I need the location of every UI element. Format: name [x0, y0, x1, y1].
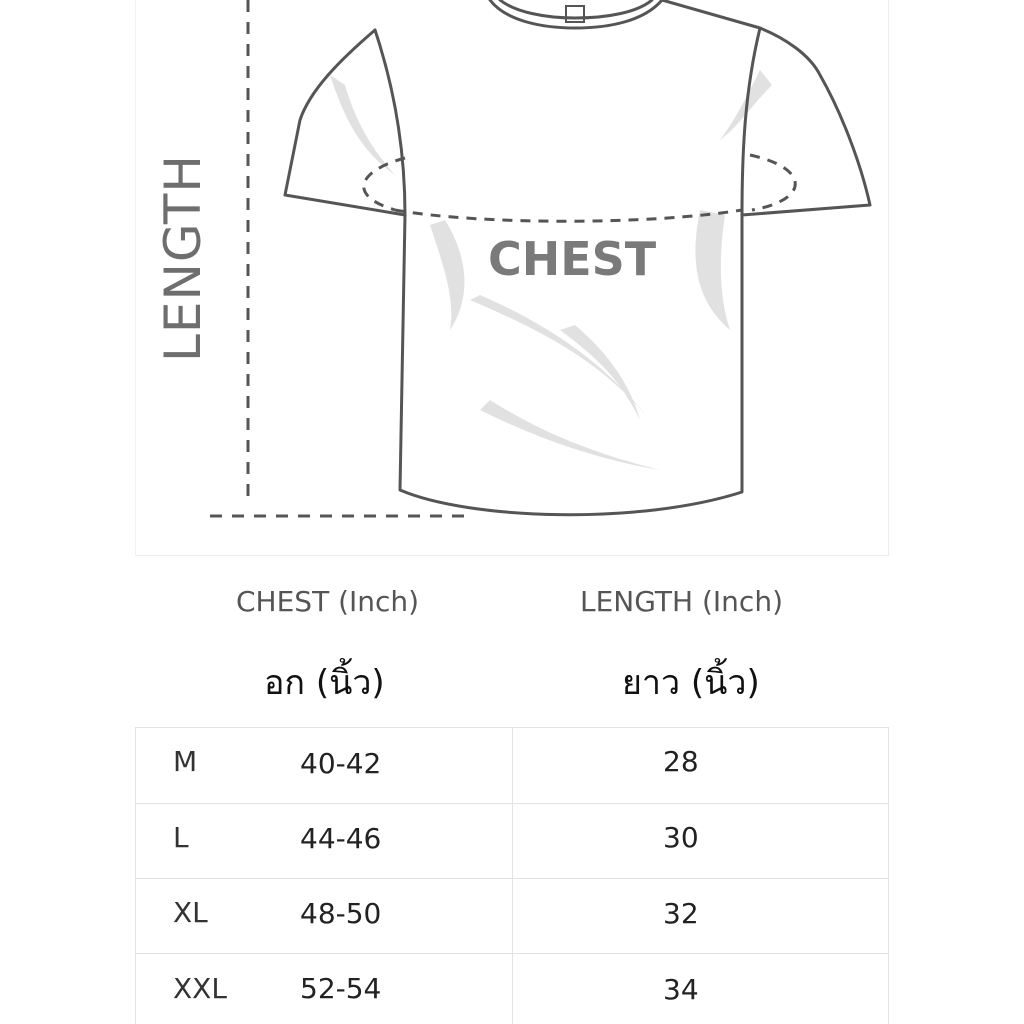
- size-cell: XL: [173, 896, 208, 929]
- size-table: [135, 727, 889, 1024]
- table-column-divider: [512, 727, 513, 1024]
- chest-cell: 52-54: [300, 972, 382, 1005]
- chest-cell: 44-46: [300, 822, 382, 855]
- length-cell: 30: [663, 821, 699, 854]
- chest-label: CHEST: [488, 232, 657, 286]
- size-cell: M: [173, 745, 198, 778]
- length-cell: 32: [663, 897, 699, 930]
- table-border-right: [888, 727, 889, 1024]
- size-cell: L: [173, 821, 189, 854]
- header-length-en: LENGTH (Inch): [580, 585, 783, 618]
- length-cell: 28: [663, 745, 699, 778]
- header-chest-th: อก (นิ้ว): [264, 663, 385, 703]
- length-label: LENGTH: [154, 154, 212, 362]
- table-border-left: [135, 727, 136, 1024]
- chest-cell: 40-42: [300, 747, 382, 780]
- length-cell: 34: [663, 973, 699, 1006]
- header-chest-en: CHEST (Inch): [236, 585, 420, 618]
- size-cell: XXL: [173, 972, 227, 1005]
- header-length-th: ยาว (นิ้ว): [622, 663, 760, 703]
- chest-cell: 48-50: [300, 897, 382, 930]
